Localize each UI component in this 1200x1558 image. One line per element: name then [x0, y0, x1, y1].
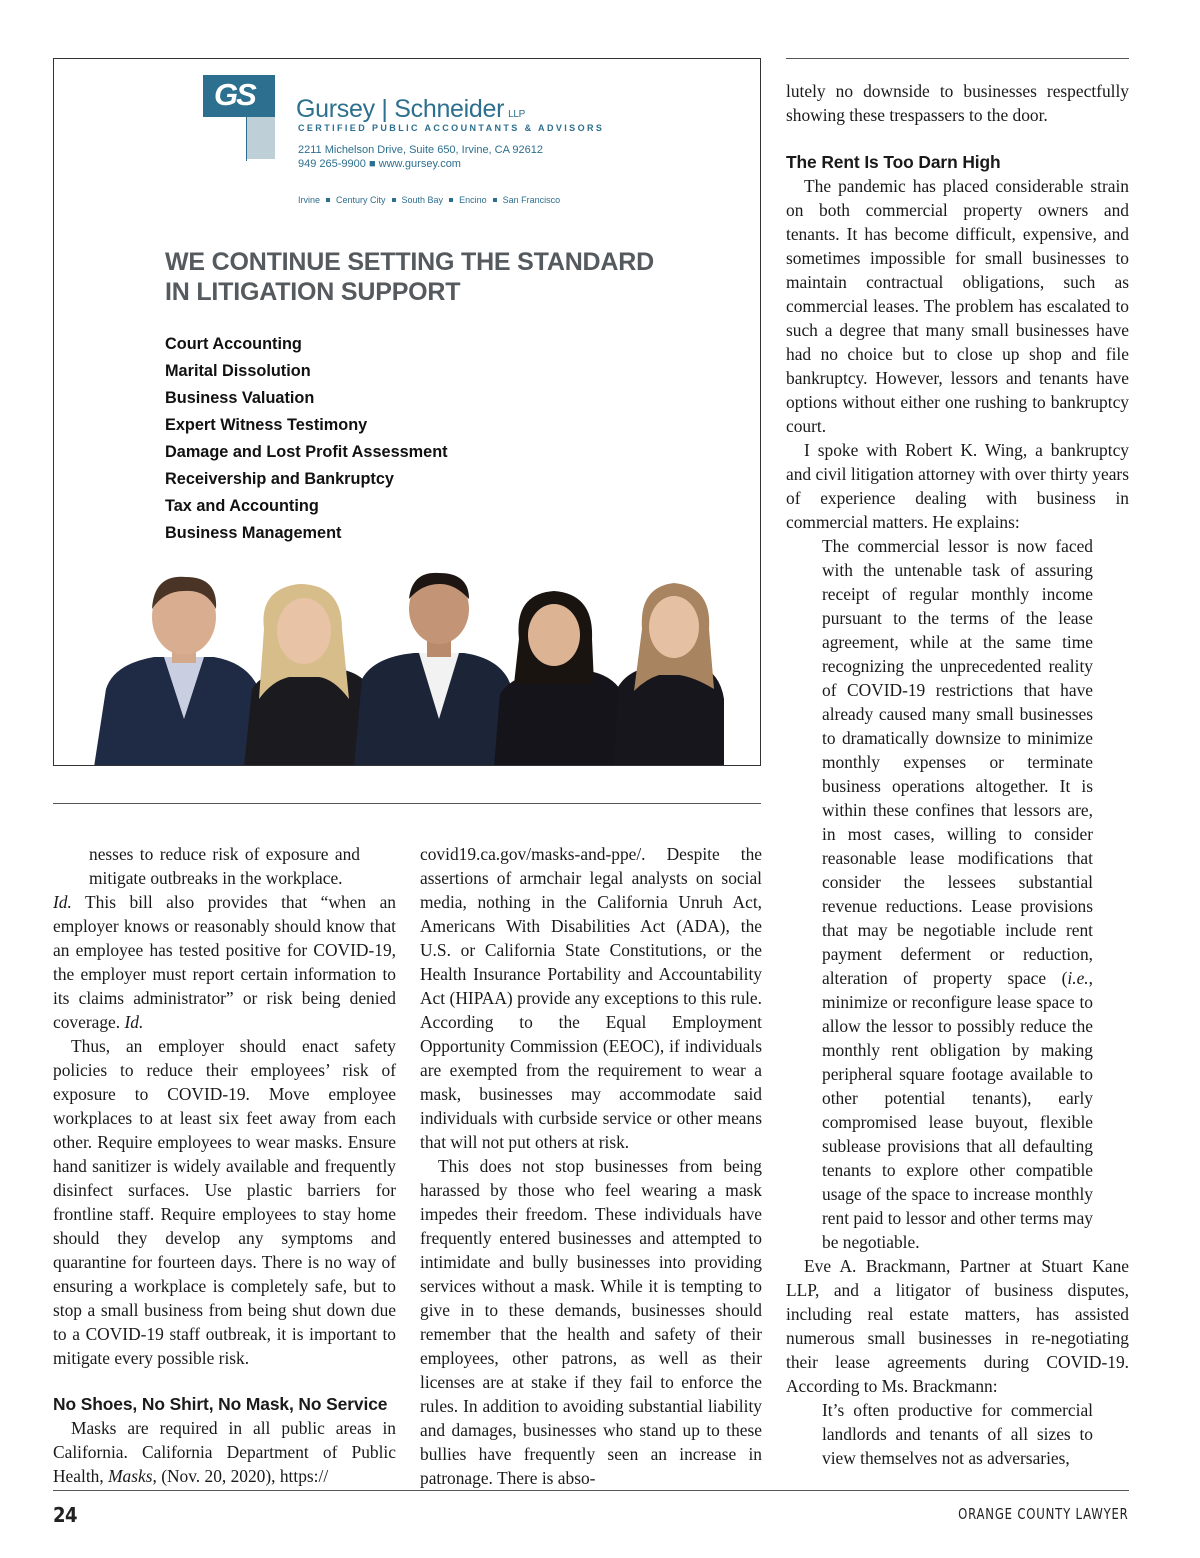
service-item: Business Management [165, 524, 342, 542]
quote-text: The commercial lessor is now faced with the untenable task of assuring receipt of regular monthly income pursuant to the terms of the lease agreement, while at the same time recognizing the unprecedented reality of COVID-19 restrictions that have already caused many small businesses to dramatically downsize to minimize monthly expenses or terminate business operations altogether. It is within these confines that lessors are, in most cases, willing to consider reasonable lease modifications that consider the lessees substantial revenue reductions. Lease provisions that may be negotiable include rent payment deferment or reduction, alteration of property space ( [822, 536, 1093, 988]
paragraph-text: , (Nov. 20, 2020), https:// [152, 1466, 329, 1486]
article-column-1 [53, 842, 396, 1488]
firm-suffix: LLP [508, 109, 526, 120]
paragraph [53, 1416, 396, 1488]
service-item: Damage and Lost Profit Assessment [165, 443, 448, 461]
paragraph-text: This bill also provides that “when an employer knows or reasonably should know that an employee has tested positive for COVID-19, the employer must report certain information to its claims administrator” or risk being denied coverage. [53, 892, 396, 1032]
service-item: Business Valuation [165, 389, 315, 407]
logo-block-light [247, 117, 275, 159]
service-item: Court Accounting [165, 335, 302, 353]
citation: Id. [53, 892, 72, 912]
publication-name: ORANGE COUNTY LAWYER [958, 1505, 1129, 1523]
service-item: Receivership and Bankruptcy [165, 470, 394, 488]
blockquote-brackmann: It’s often productive for commercial landlords and tenants of all sizes to view themselves not as adversaries, [822, 1400, 1093, 1468]
blockquote-wing [822, 534, 1093, 1254]
paragraph: The pandemic has placed considerable strain on both commercial property owners and tenants. It has become difficult, expensive, and sometimes impossible for small businesses to maintain contractual obligations, such as commercial leases. The problem has escalated to such a degree that many small businesses have had no choice but to close up shop and file bankruptcy. However, lessors and tenants have options without either one rushing to bankruptcy court. [786, 176, 1129, 436]
city-item: San Francisco [502, 195, 561, 205]
service-item: Tax and Accounting [165, 497, 319, 515]
firm-name-text: Gursey | Schneider [296, 95, 505, 123]
gs-logo-mark: GS [214, 77, 255, 112]
paragraph [53, 890, 396, 1034]
firm-address [298, 143, 543, 171]
paragraph-text: Masks are required in all public areas in California. California Department of Public Health, [53, 1418, 396, 1486]
page-number: 24 [53, 1503, 78, 1527]
team-photo [94, 569, 724, 766]
person-3 [354, 573, 516, 766]
phone-web-line: 949 265-9900 ■ www.gursey.com [298, 158, 461, 170]
services-list [165, 331, 448, 547]
city-item: Century City [336, 195, 386, 205]
firm-name [296, 95, 525, 124]
section-heading-masks: No Shoes, No Shirt, No Mask, No Service [53, 1394, 388, 1414]
ad-headline [165, 247, 654, 307]
quote-text: , minimize or reconfigure lease space to allow the lessor to possibly reduce the monthly rent obligation by making peripheral square footage available to other potential tenants), early compromised lease buyout, flexible sublease provisions that all defaulting tenants to explore other compatible usage of the space to increase monthly rent paid to lessor and other terms may be negotiable. [822, 968, 1093, 1252]
paragraph: Thus, an employer should enact safety policies to reduce their employees’ risk of exposure to COVID-19. Move employee workplaces to at least six feet away from each other. Require employees to wear masks. Ensure hand sanitizer is widely available and frequently disinfect surfaces. Use plastic barriers for frontline staff. Require employees to stay home should they develop any symptoms and quarantine for fourteen days. There is no way of ensuring a workplace is completely safe, but to stop a small business from being shut down due to a COVID-19 staff outbreak, it is important to mitigate every possible risk. [53, 1036, 396, 1368]
paragraph: I spoke with Robert K. Wing, a bankruptcy and civil litigation attorney with over thirty years of experience dealing with business in commercial matters. He explains: [786, 440, 1129, 532]
section-heading-rent: The Rent Is Too Darn High [786, 152, 1001, 172]
firm-tagline: CERTIFIED PUBLIC ACCOUNTANTS & ADVISORS [298, 123, 605, 133]
blockquote-continuation: nesses to reduce risk of exposure and mitigate outbreaks in the workplace. [89, 844, 360, 888]
person-5 [614, 583, 724, 766]
mid-rule-left [53, 803, 761, 804]
footer-rule [53, 1490, 1129, 1491]
city-item: South Bay [401, 195, 444, 205]
headline-line-1: WE CONTINUE SETTING THE STANDARD [165, 248, 654, 276]
article-column-2 [420, 842, 762, 1490]
address-line: 2211 Michelson Drive, Suite 650, Irvine, CA 92612 [298, 144, 543, 156]
headline-line-2: IN LITIGATION SUPPORT [165, 278, 461, 306]
citation: Id. [124, 1012, 144, 1032]
service-item: Marital Dissolution [165, 362, 311, 380]
service-item: Expert Witness Testimony [165, 416, 368, 434]
quote-emphasis: i.e. [1067, 968, 1089, 988]
paragraph: lutely no downside to businesses respectfully showing these trespassers to the door. [786, 81, 1129, 125]
paragraph: covid19.ca.gov/masks-and-ppe/. Despite the assertions of armchair legal analysts on social media, nothing in the California Unruh Act, Americans With Disabilities Act (ADA), the U.S. or California State Constitutions, or the Health Insurance Portability and Accountability Act (HIPAA) provide any exceptions to this rule. According to the Equal Employment Opportunity Commission (EEOC), if individuals are exempted from the requirement to wear a mask, businesses may accommodate said individuals with curbside service or other means that will not put others at risk. [420, 844, 762, 1152]
top-rule-right [786, 58, 1129, 59]
city-item: Encino [459, 195, 487, 205]
office-cities [298, 195, 560, 205]
article-column-3 [786, 79, 1129, 1470]
paragraph: This does not stop businesses from being harassed by those who feel wearing a mask impedes their freedom. These individuals have frequently entered businesses and attempted to intimidate and bully businesses into providing services without a mask. While it is tempting to give in to these demands, businesses should remember that the health and safety of their employees, other patrons, as well as their licenses are at stake if they fail to enforce the rules. In addition to avoiding substantial liability and damages, businesses who stand up to these bullies have frequently seen an increase in patronage. There is abso- [420, 1156, 762, 1488]
citation: Masks [108, 1466, 153, 1486]
person-4 [494, 591, 632, 766]
city-item: Irvine [298, 195, 321, 205]
paragraph: Eve A. Brackmann, Partner at Stuart Kane LLP, and a litigator of business disputes, including real estate matters, has assisted numerous small businesses in re-negotiating their lease agreements during COVID-19. According to Ms. Brackmann: [786, 1256, 1129, 1396]
gursey-schneider-ad [53, 58, 761, 766]
person-1 [94, 577, 269, 766]
